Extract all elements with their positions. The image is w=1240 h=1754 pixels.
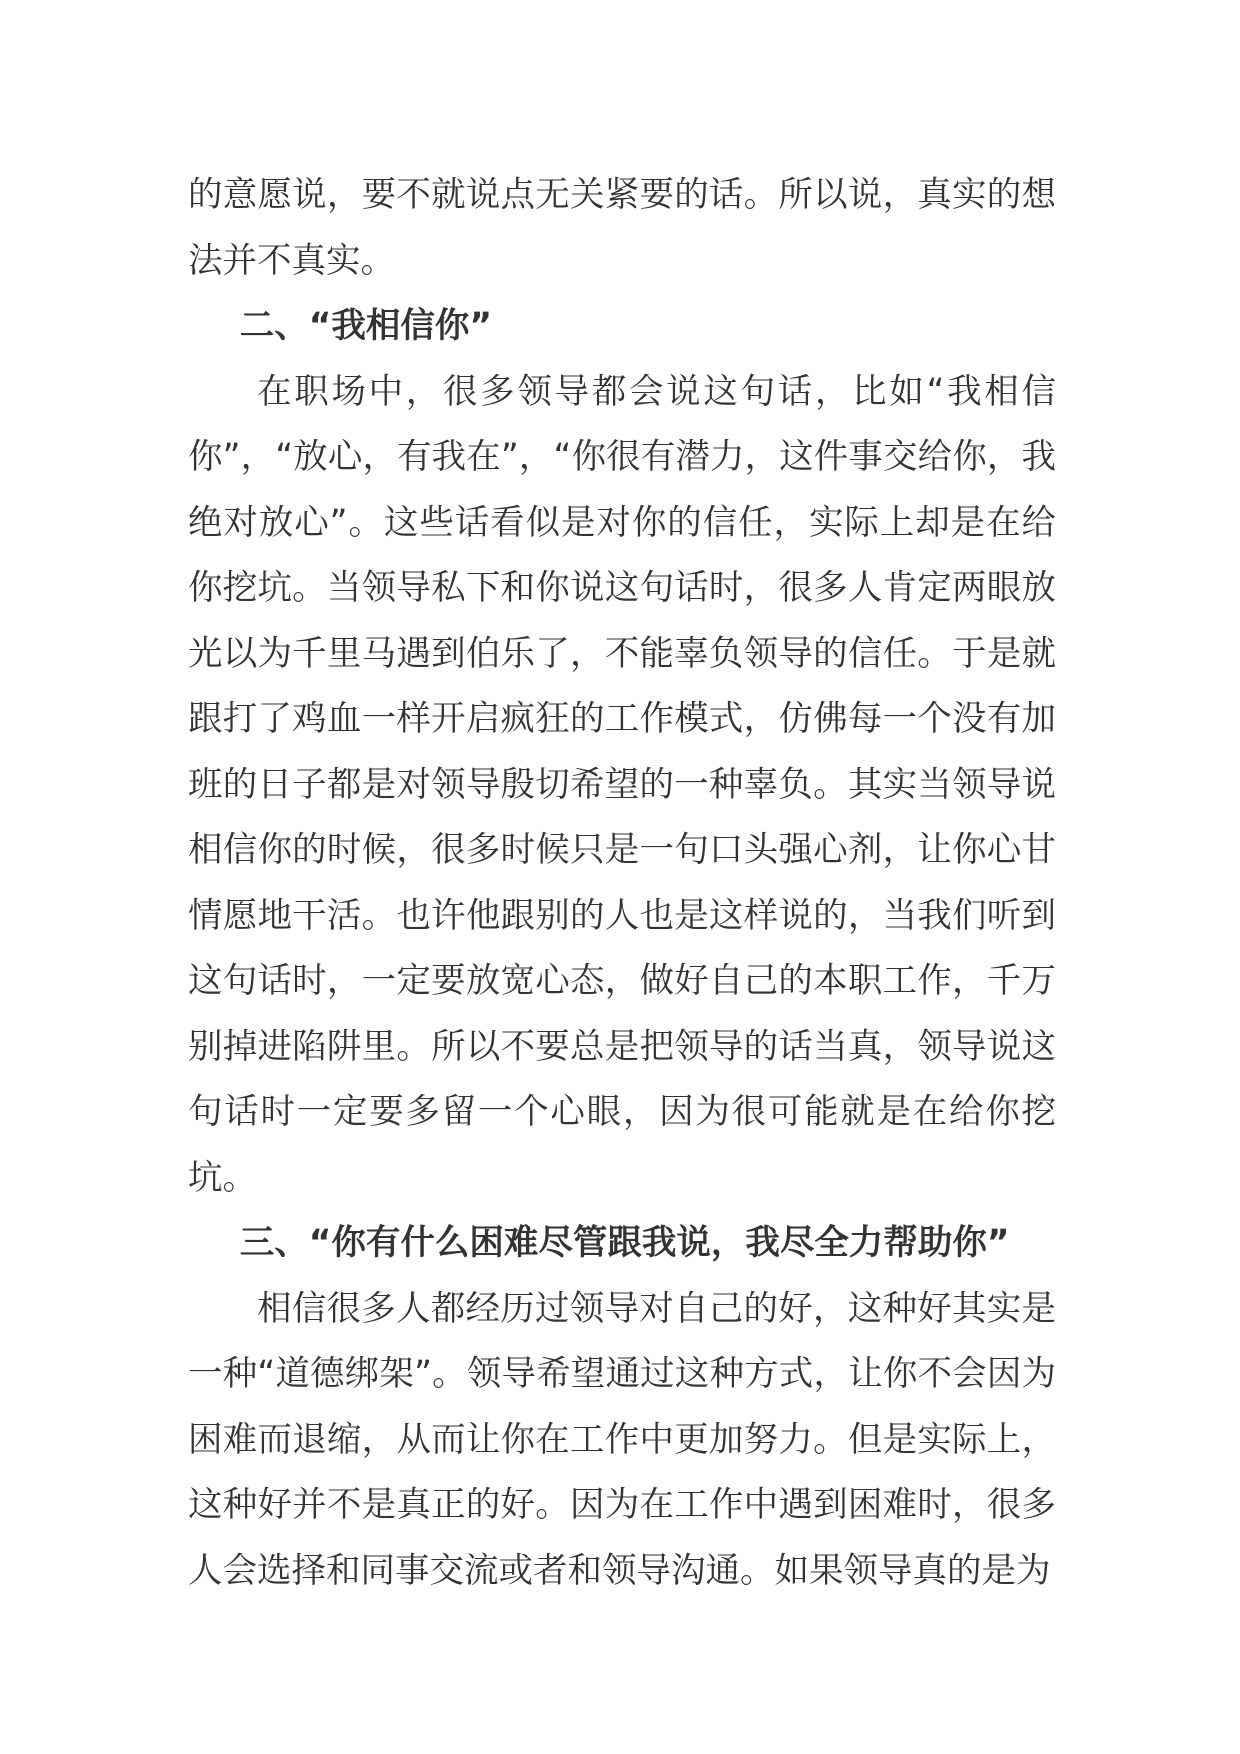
paragraph-continued: 的意愿说，要不就说点无关紧要的话。所以说，真实的想法并不真实。: [188, 175, 1056, 281]
paragraph-section-3: 相信很多人都经历过领导对自己的好，这种好其实是一种“道德绑架”。领导希望通过这种方式，让你不会因为困难而退缩，从而让你在工作中更加努力。但是实际上，这种好并不是真正的好。因为在工作中遇到困难时，很多人会选择和同事交流或者和领导沟通。如果领导真的是为: [188, 1288, 1056, 1591]
document-body: [188, 163, 1056, 1604]
section-heading-3: 三、“你有什么困难尽管跟我说，我尽全力帮助你”: [239, 1223, 1010, 1263]
paragraph-section-2: 在职场中，很多领导都会说这句话，比如“我相信你”，“放心，有我在”，“你很有潜力，这件事交给你，我绝对放心”。这些话看似是对你的信任，实际上却是在给你挖坑。当领导私下和你说这句话时，很多人肯定两眼放光以为千里马遇到伯乐了，不能辜负领导的信任。于是就跟打了鸡血一样开启疯狂的工作模式，仿佛每一个没有加班的日子都是对领导殷切希望的一种辜负。其实当领导说相信你的时候，很多时候只是一句口头强心剂，让你心甘情愿地干活。也许他跟别的人也是这样说的，当我们听到这句话时，一定要放宽心态，做好自己的本职工作，千万别掉进陷阱里。所以不要总是把领导的话当真，领导说这句话时一定要多留一个心眼，因为很可能就是在给你挖坑。: [188, 371, 1056, 1198]
section-heading-2: 二、“我相信你”: [239, 306, 493, 346]
